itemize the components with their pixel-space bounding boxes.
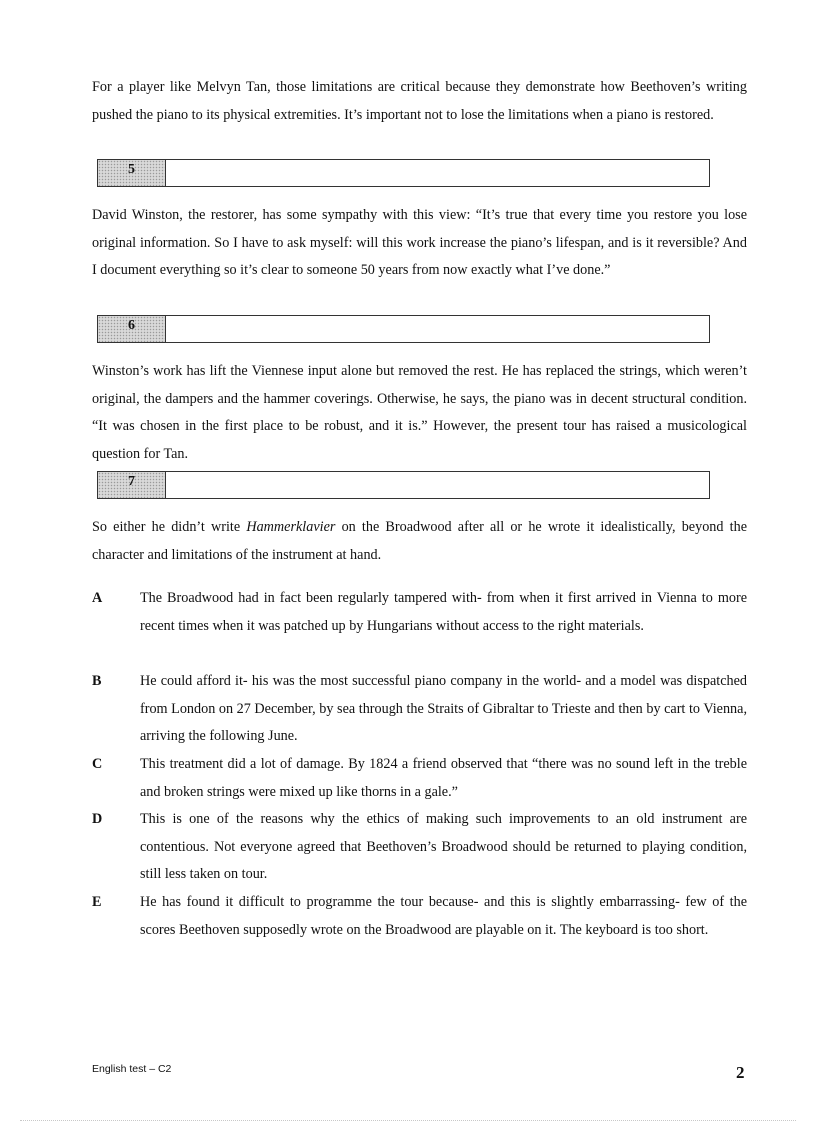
page-number: 2 — [736, 1063, 745, 1082]
gap-answer-area-7[interactable] — [166, 472, 709, 498]
option-c — [92, 751, 747, 806]
paragraph-4-after: on the Broadwood after all or he wrote it idealistically, beyond the character and limitations of the instrument at hand. — [92, 519, 747, 563]
option-letter: A — [92, 590, 103, 606]
gap-number-5: 5 — [98, 160, 166, 186]
gap-answer-area-5[interactable] — [166, 160, 709, 186]
option-letter: D — [92, 811, 103, 827]
paragraph-3: Winston’s work has lift the Viennese input alone but removed the rest. He has replaced the strings, which weren’t original, the dampers and the hammer coverings. Otherwise, he says, the piano was in decent structural condition. “It was chosen in the first place to be robust, and it is.” However, the present tour has raised a musicological question for Tan. — [92, 363, 747, 462]
gap-box-7[interactable] — [97, 471, 710, 499]
gap-number-7: 7 — [98, 472, 166, 498]
option-text: He could afford it- his was the most successful piano company in the world- and a model was dispatched from London on 27 December, by sea through the Straits of Gibraltar to Trieste and then by cart to Vienna, arriving the following June. — [140, 673, 747, 745]
option-letter: B — [92, 673, 102, 689]
work-title: Hammerklavier — [246, 519, 336, 535]
paragraph-2: David Winston, the restorer, has some sympathy with this view: “It’s true that every time you restore you lose original information. So I have to ask myself: will this work increase the piano’s lifespan, and is it reversible? And I document everything so it’s clear to someone 50 years from now exactly what I’ve done.” — [92, 207, 747, 279]
gap-number-6: 6 — [98, 316, 166, 342]
gap-box-6[interactable] — [97, 315, 710, 343]
gap-box-5[interactable] — [97, 159, 710, 187]
option-text: He has found it difficult to programme the tour because- and this is slightly embarrassing- few of the scores Beethoven supposedly wrote on the Broadwood are playable on it. The keyboard is too short. — [140, 894, 747, 938]
paragraph-4-before: So either he didn’t write — [92, 519, 247, 535]
footer-label: English test – C2 — [92, 1063, 172, 1075]
option-text: This is one of the reasons why the ethics of making such improvements to an old instrument are contentious. Not everyone agreed that Beethoven’s Broadwood should be returned to playing condition, still less taken on tour. — [140, 811, 747, 883]
option-text: The Broadwood had in fact been regularly tampered with- from when it first arrived in Vienna to more recent times when it was patched up by Hungarians without access to the right materials. — [140, 590, 747, 634]
page-bottom-divider — [20, 1120, 796, 1121]
option-e — [92, 889, 747, 944]
option-letter: C — [92, 756, 103, 772]
option-text: This treatment did a lot of damage. By 1824 a friend observed that “there was no sound left in the treble and broken strings were mixed up like thorns in a gale.” — [140, 756, 747, 800]
option-b — [92, 668, 747, 751]
option-letter: E — [92, 894, 102, 910]
paragraph-1: For a player like Melvyn Tan, those limitations are critical because they demonstrate how Beethoven’s writing pushed the piano to its physical extremities. It’s important not to lose the limitations when a piano is restored. — [92, 79, 747, 123]
paragraph-4 — [92, 514, 747, 569]
option-d — [92, 806, 747, 889]
gap-answer-area-6[interactable] — [166, 316, 709, 342]
option-a — [92, 585, 747, 640]
